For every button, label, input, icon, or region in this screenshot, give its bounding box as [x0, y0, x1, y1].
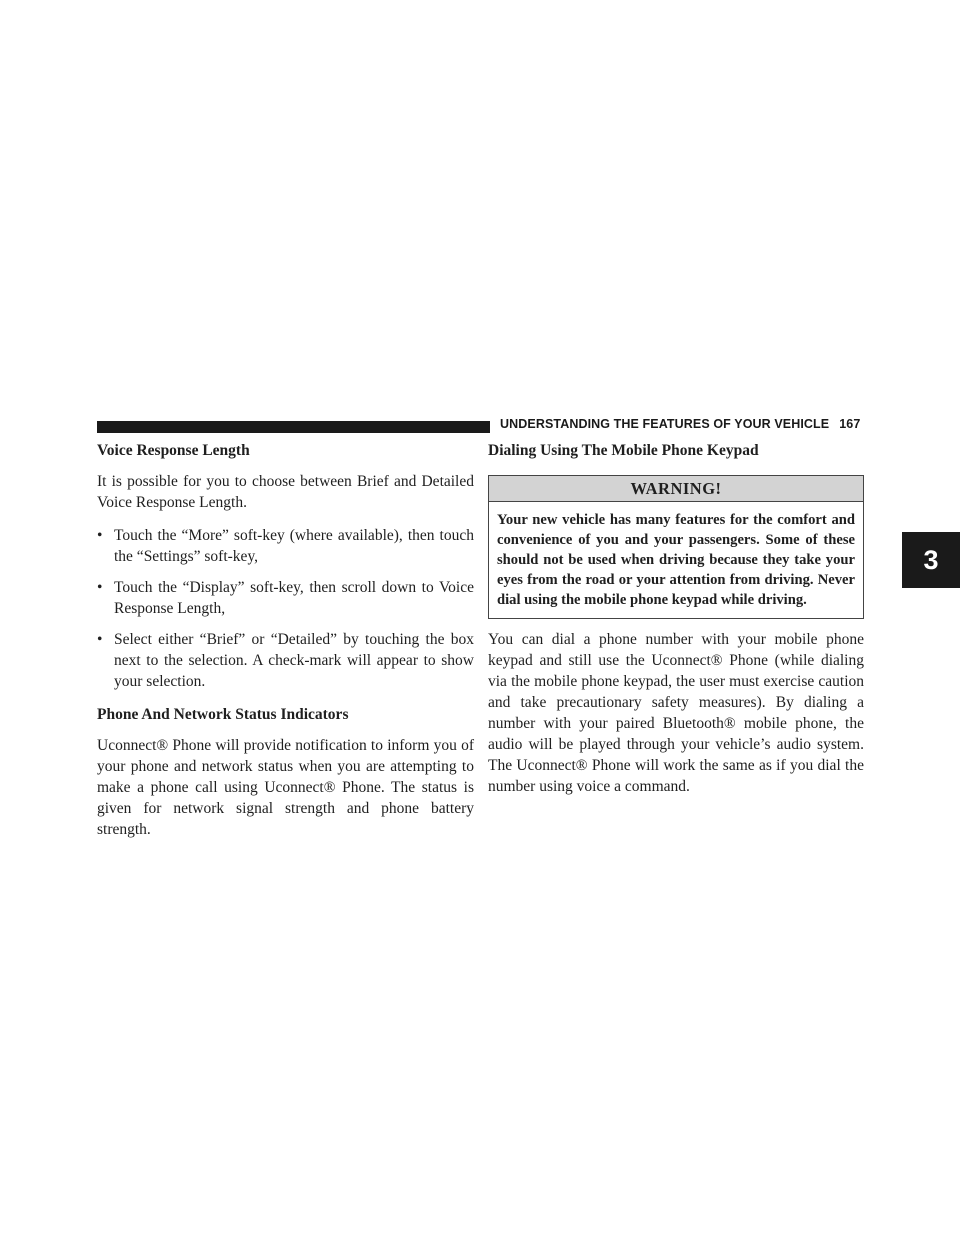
- heading-voice-response-length: Voice Response Length: [97, 442, 250, 459]
- running-header: [500, 417, 870, 431]
- warning-title: WARNING!: [489, 476, 863, 502]
- bullet-icon: •: [97, 579, 103, 596]
- page-number: 167: [839, 417, 861, 431]
- header-rule: [97, 421, 490, 433]
- chapter-tab: 3: [902, 532, 960, 588]
- status-paragraph: Uconnect® Phone will provide notification to inform you of your phone and network status when you are attempting to make a phone call using Uconnect® Phone. The status is given for network signal strength and phone battery strength.: [97, 737, 474, 838]
- list-item: • Touch the “Display” soft-key, then scroll down to Voice Response Length,: [97, 579, 474, 617]
- section-title: UNDERSTANDING THE FEATURES OF YOUR VEHICLE: [500, 417, 830, 431]
- right-column: [488, 440, 864, 797]
- list-item: • Select either “Brief” or “Detailed” by touching the box next to the selection. A check-mark will appear to show your selection.: [97, 631, 474, 690]
- intro-paragraph: It is possible for you to choose between Brief and Detailed Voice Response Length.: [97, 473, 474, 511]
- steps-list: [97, 525, 474, 692]
- bullet-icon: •: [97, 631, 103, 648]
- warning-box: [488, 475, 864, 619]
- dialing-paragraph: You can dial a phone number with your mobile phone keypad and still use the Uconnect® Phone (while dialing via the mobile phone keypad, the user must exercise caution and take precautionary safety measures). By dialing a number with your paired Bluetooth® mobile phone, the audio will be played through your vehicle’s audio system. The Uconnect® Phone will work the same as if you dial the number using voice a command.: [488, 631, 864, 795]
- heading-dialing-keypad: Dialing Using The Mobile Phone Keypad: [488, 442, 759, 459]
- bullet-icon: •: [97, 527, 103, 544]
- list-item: • Touch the “More” soft-key (where available), then touch the “Settings” soft-key,: [97, 527, 474, 565]
- left-column: [97, 440, 474, 840]
- warning-text: Your new vehicle has many features for the comfort and convenience of you and your passengers. Some of these should not be used when driving because they take your eyes from the road or your attention from driving. Never dial using the mobile phone keypad while driving.: [497, 512, 855, 608]
- heading-phone-network-status: Phone And Network Status Indicators: [97, 706, 349, 723]
